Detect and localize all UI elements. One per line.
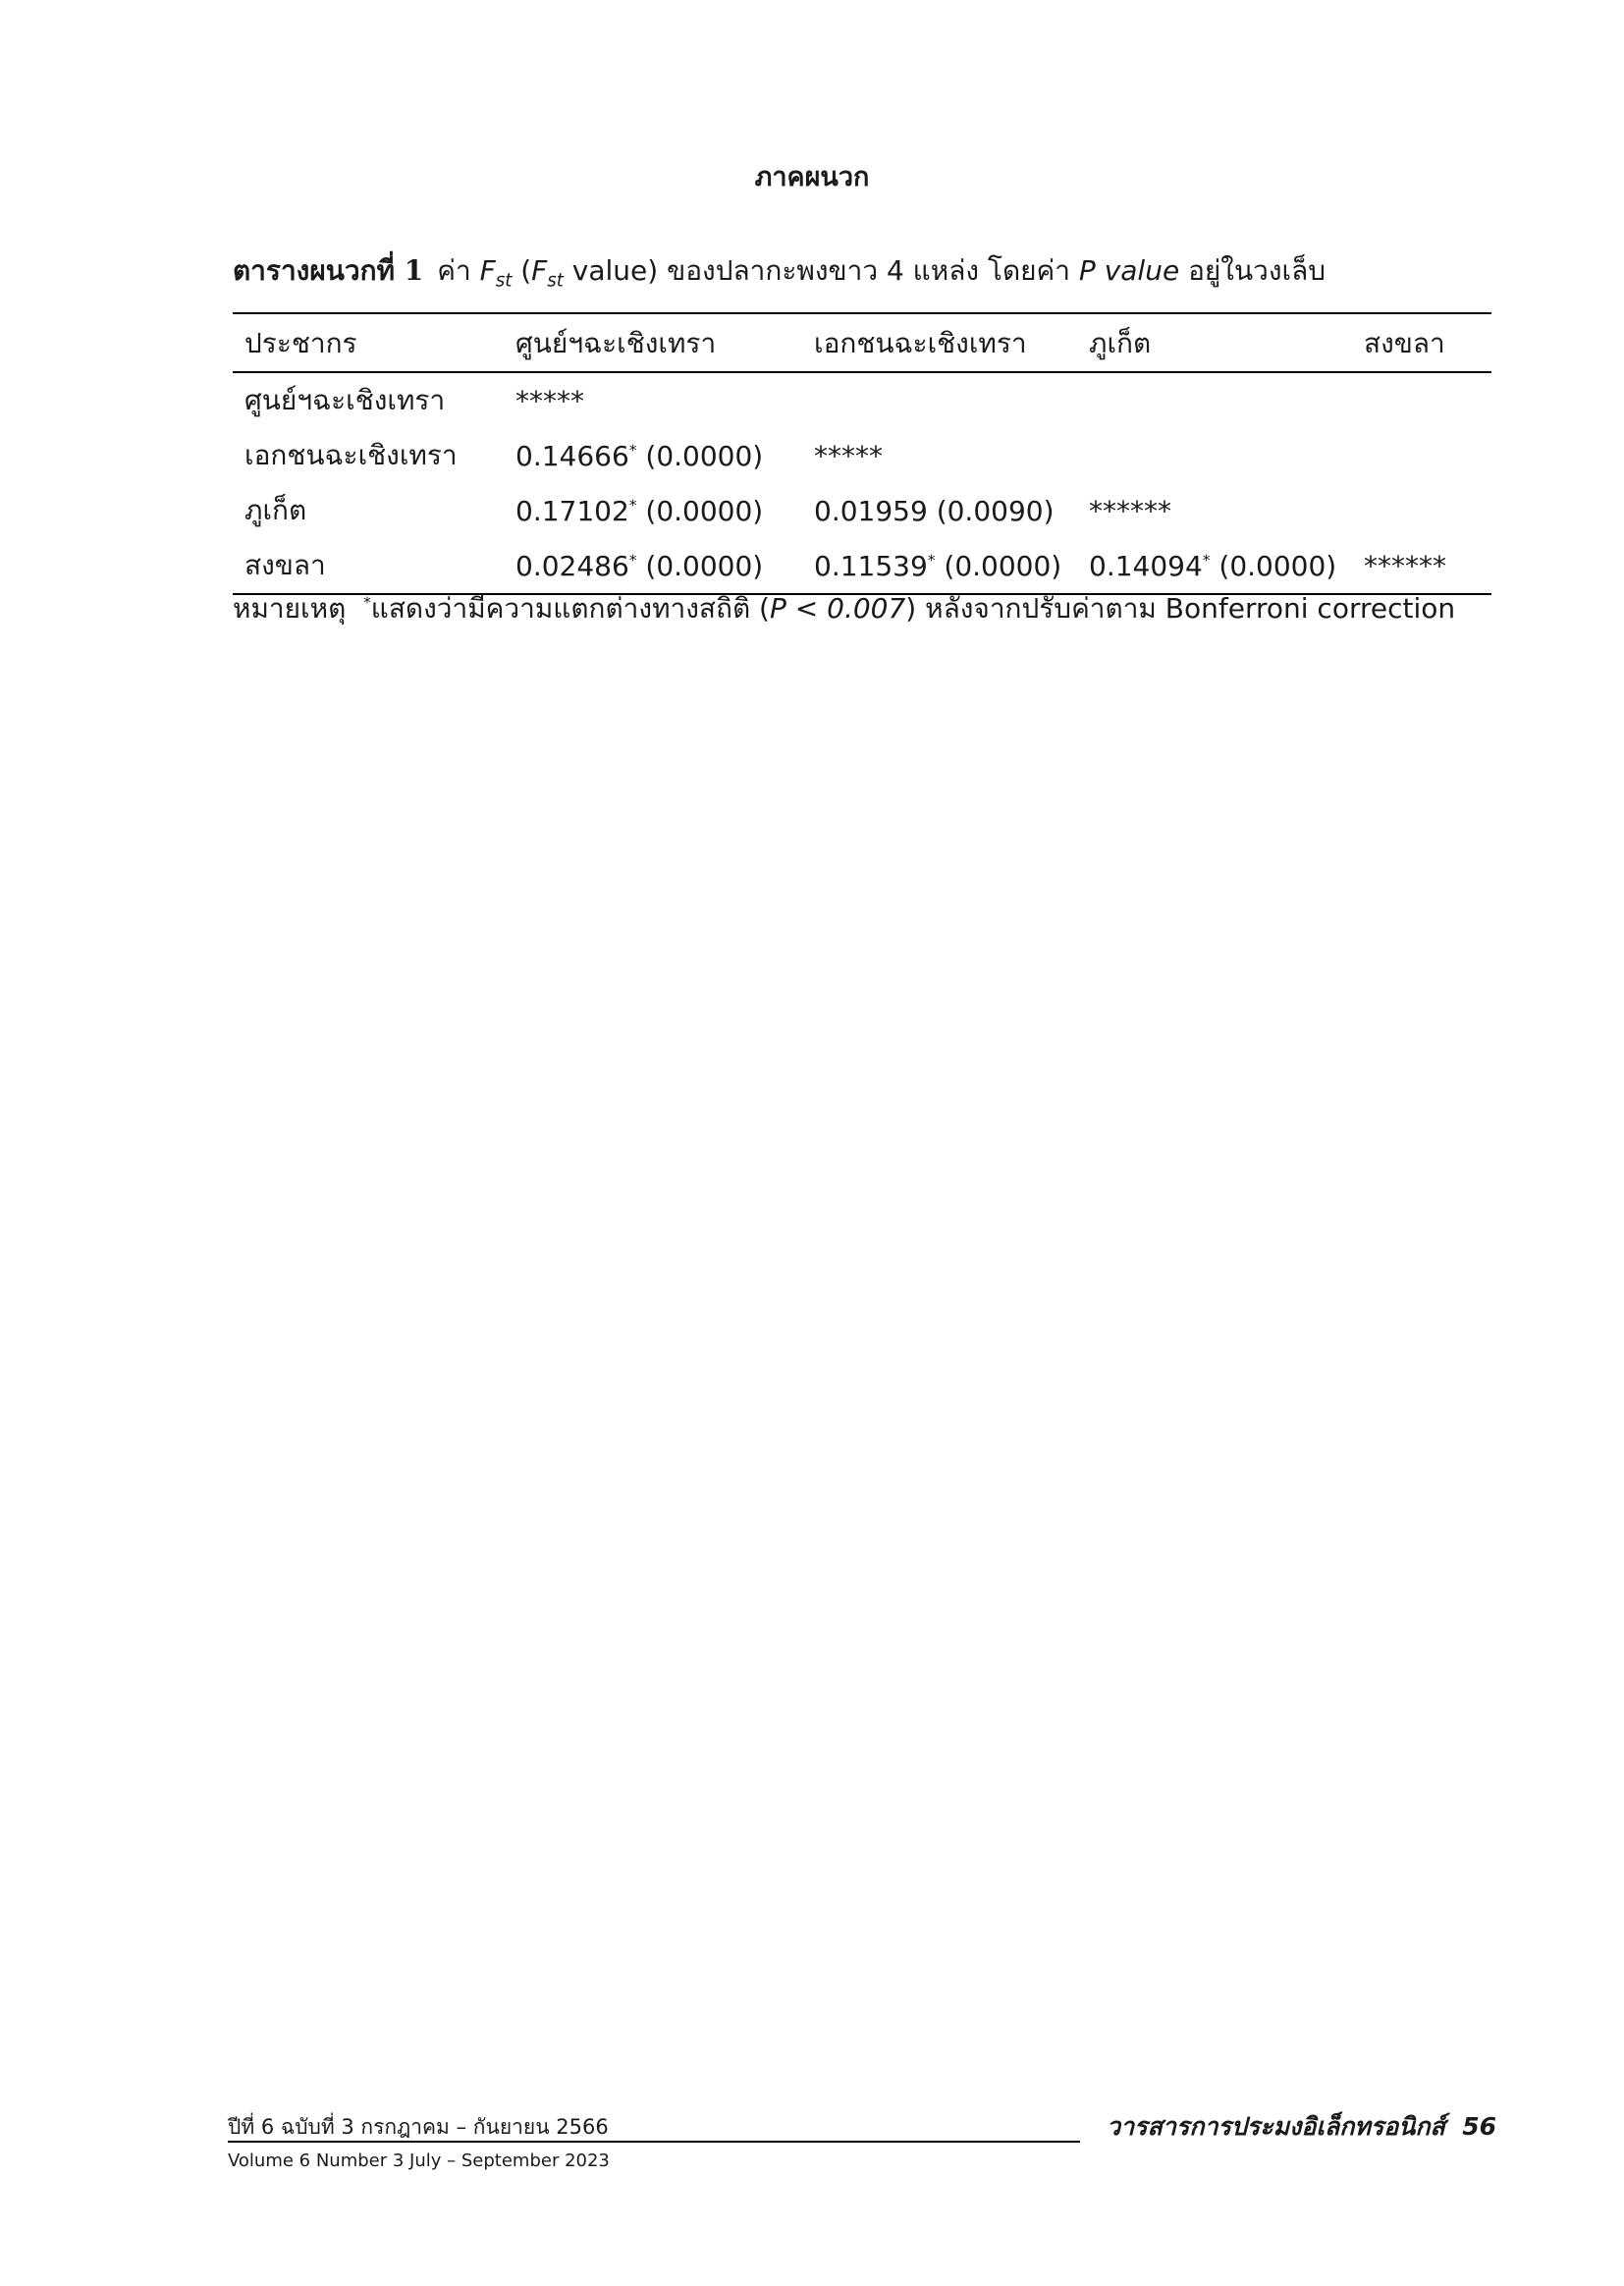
- table-cell: 0.02486* (0.0000): [504, 538, 802, 594]
- page-number: 56: [1462, 2112, 1496, 2141]
- table-cell: [1352, 372, 1491, 428]
- table-cell: *****: [814, 439, 883, 472]
- table-cell: ******: [1352, 538, 1491, 594]
- footer-issue-english: Volume 6 Number 3 July – September 2023: [228, 2150, 610, 2171]
- column-header: ศูนย์ฯฉะเชิงเทรา: [504, 313, 802, 372]
- table-row: [233, 538, 1491, 594]
- table-note: [233, 587, 1509, 630]
- table-cell: [1352, 428, 1491, 483]
- table-row: [233, 372, 1491, 428]
- note-text: ) หลังจากปรับค่าตาม Bonferroni correction: [905, 592, 1456, 625]
- note-label: หมายเหตุ: [233, 592, 347, 625]
- footer-issue-thai: ปีที่ 6 ฉบับที่ 3 กรกฎาคม – กันยายน 2566: [228, 2115, 609, 2139]
- table-caption: [233, 249, 1509, 293]
- table-cell: 0.11539* (0.0000): [802, 538, 1077, 594]
- caption-text: ค่า: [437, 254, 480, 287]
- fst-subscript: st: [495, 270, 513, 292]
- row-label: เอกชนฉะเชิงเทรา: [244, 439, 458, 471]
- table-cell: 0.14094* (0.0000): [1077, 538, 1352, 594]
- footer-journal: [1107, 2107, 1496, 2147]
- table-cell: 0.17102* (0.0000): [515, 494, 764, 527]
- table-row: [233, 428, 1491, 483]
- p-value-term: P value: [1078, 254, 1180, 287]
- caption-text: อยู่ในวงเล็บ: [1179, 254, 1326, 287]
- journal-name: วารสารการประมงอิเล็กทรอนิกส์: [1107, 2112, 1445, 2141]
- table-header-row: [233, 313, 1491, 372]
- row-label: ภูเก็ต: [244, 494, 307, 526]
- column-header: เอกชนฉะเชิงเทรา: [802, 313, 1077, 372]
- table-cell: *****: [515, 384, 584, 417]
- table-cell: ******: [1089, 494, 1171, 527]
- note-mark: *: [363, 593, 371, 612]
- caption-text: value) ของปลากะพงขาว 4 แหล่ง โดยค่า: [563, 254, 1079, 287]
- page-heading: ภาคผนวก: [754, 162, 870, 192]
- table-caption-label: ตารางผนวกที่ 1: [233, 254, 424, 287]
- table-cell: [1077, 372, 1352, 428]
- fst-table: [233, 312, 1491, 595]
- caption-text: (: [512, 254, 532, 287]
- footer-rule: [228, 2141, 1080, 2143]
- column-header: ภูเก็ต: [1077, 313, 1352, 372]
- table-cell: [802, 372, 1077, 428]
- fst-symbol: F: [479, 254, 496, 287]
- note-text: แสดงว่ามีความแตกต่างทางสถิติ (: [370, 592, 770, 625]
- row-label: ศูนย์ฯฉะเชิงเทรา: [244, 384, 446, 416]
- table-cell: 0.14666* (0.0000): [515, 439, 764, 472]
- table-cell: [1077, 428, 1352, 483]
- column-header: สงขลา: [1352, 313, 1491, 372]
- fst-symbol: F: [531, 254, 548, 287]
- p-condition: P < 0.007: [769, 592, 906, 625]
- table-cell: 0.01959 (0.0090): [814, 494, 1055, 527]
- table-row: [233, 483, 1491, 538]
- table-cell: [1352, 483, 1491, 538]
- fst-subscript: st: [547, 270, 564, 292]
- row-label: สงขลา: [233, 538, 504, 594]
- column-header: ประชากร: [233, 313, 504, 372]
